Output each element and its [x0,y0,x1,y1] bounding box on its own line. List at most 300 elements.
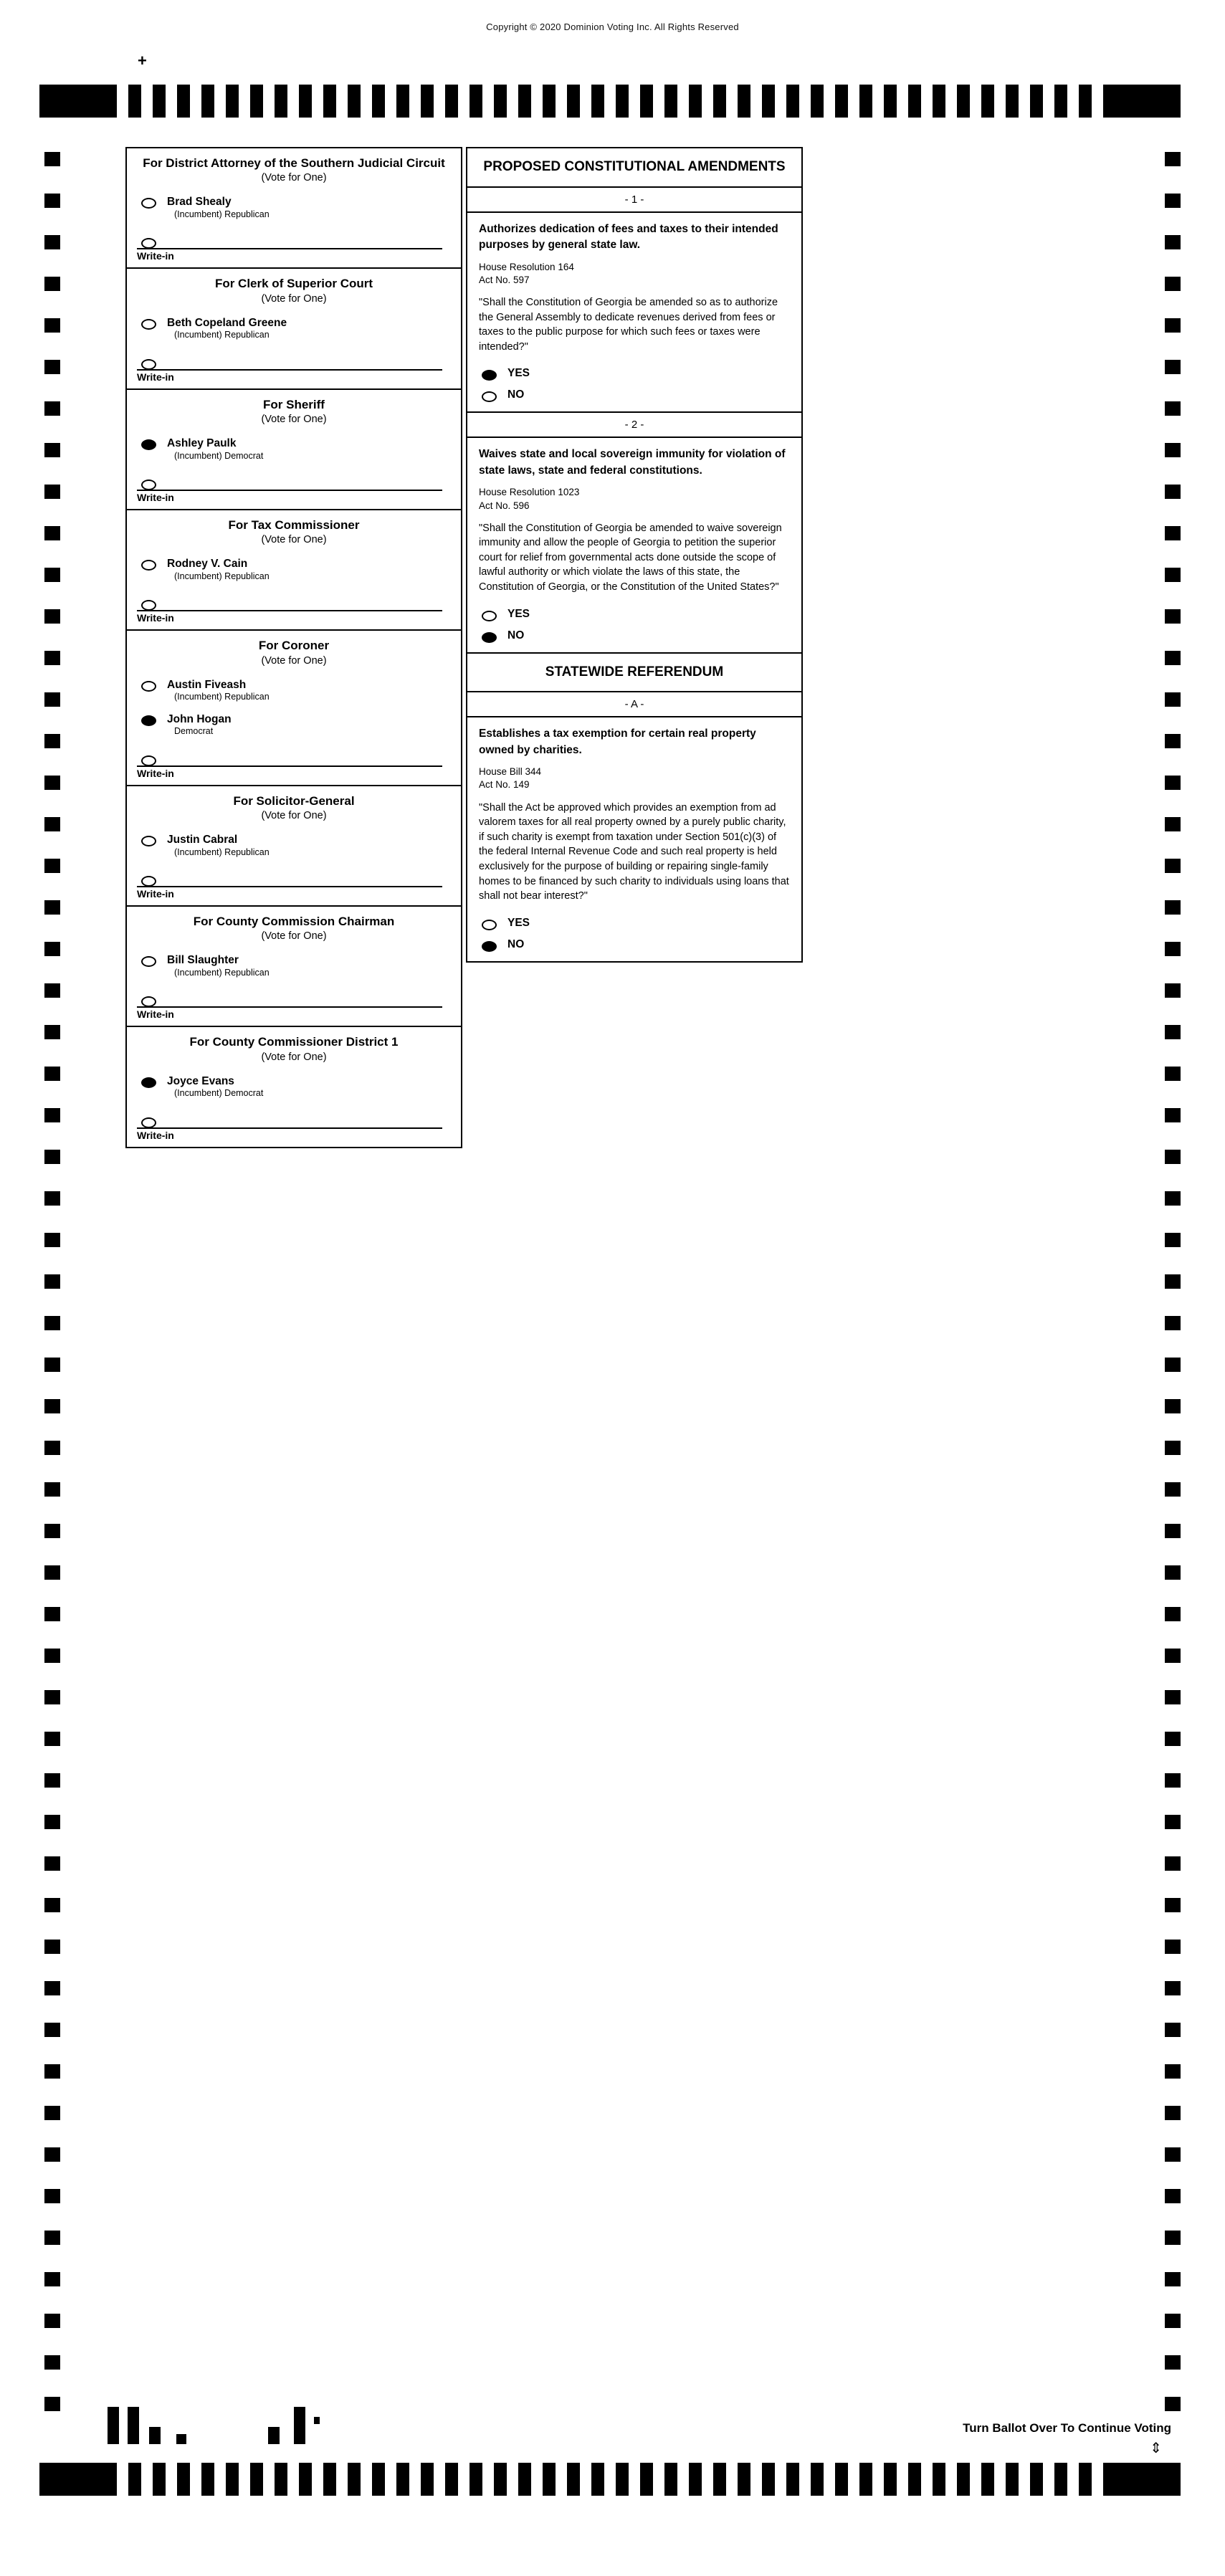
timing-mark [299,2463,312,2496]
timing-mark [1165,1150,1181,1164]
vote-oval[interactable] [141,600,156,611]
vote-oval[interactable] [141,1117,156,1128]
timing-mark-corner [1103,2463,1181,2496]
contest-county-commission-chairman [127,907,461,1027]
amendment-act: Act No. 596 [479,500,530,511]
timing-mark [44,2147,60,2162]
contest-title: For Coroner [258,639,330,653]
candidate-party: Democrat [174,726,214,737]
candidate-party: (Incumbent) Republican [174,968,270,978]
vote-for-instruction: (Vote for One) [261,534,327,546]
timing-mark [44,1815,60,1829]
referendum-a [467,692,801,960]
contest-title: For County Commission Chairman [193,914,395,928]
timing-mark [323,2463,336,2496]
amendment-1 [467,188,801,414]
timing-mark [1165,1191,1181,1206]
timing-mark [44,1108,60,1122]
timing-mark [44,485,60,499]
referendum-number: - A - [467,692,801,717]
timing-mark [1165,1067,1181,1081]
write-in-option[interactable] [127,587,461,629]
candidate-option[interactable] [127,674,461,708]
vote-for-instruction: (Vote for One) [261,413,327,425]
timing-mark [177,2463,190,2496]
timing-mark [44,1732,60,1746]
timing-mark [44,526,60,540]
referendum-summary: Establishes a tax exemption for certain real property owned by charities. [479,728,756,756]
vote-oval[interactable] [141,198,156,209]
timing-mark [1165,2355,1181,2370]
timing-marks-right [1165,152,1181,2438]
timing-mark [44,235,60,249]
timing-mark [44,1565,60,1580]
no-option[interactable] [467,934,801,955]
candidate-option[interactable] [127,432,461,467]
timing-mark [835,85,848,118]
timing-mark [445,2463,458,2496]
timing-mark-corner [1103,85,1181,118]
timing-mark [1165,609,1181,624]
candidate-option[interactable] [127,949,461,983]
candidate-option[interactable] [127,708,461,743]
timing-mark [786,85,799,118]
timing-mark [908,85,921,118]
write-in-label: Write-in [137,612,174,624]
timing-mark [1165,443,1181,457]
timing-mark [44,1316,60,1330]
amendment-2 [467,413,801,653]
timing-mark [567,2463,580,2496]
timing-mark [591,85,604,118]
timing-mark [44,2231,60,2245]
vote-oval[interactable] [141,681,156,692]
write-in-option[interactable] [127,863,461,905]
referendum-reference [467,765,801,800]
timing-mark [44,1150,60,1164]
contest-county-commissioner-district-1 [127,1027,461,1146]
timing-mark [1165,318,1181,333]
timing-mark [664,85,677,118]
timing-mark [44,651,60,665]
timing-mark [44,2314,60,2328]
timing-mark [396,85,409,118]
timing-mark [44,734,60,748]
timing-mark [348,2463,361,2496]
timing-mark [884,85,897,118]
timing-mark [469,2463,482,2496]
contest-clerk-superior-court [127,269,461,389]
timing-mark [713,85,726,118]
write-in-label: Write-in [137,1008,174,1021]
timing-mark [1165,401,1181,416]
timing-mark [1030,2463,1043,2496]
candidate-option[interactable] [127,1070,461,1105]
write-in-option[interactable] [127,225,461,267]
candidate-option[interactable] [127,553,461,587]
timing-mark [44,1856,60,1871]
timing-mark [44,1482,60,1497]
timing-mark [44,1524,60,1538]
timing-mark [1165,2272,1181,2286]
timing-mark [226,85,239,118]
timing-mark [591,2463,604,2496]
timing-mark [1165,2397,1181,2411]
ballot-column-right [466,147,803,963]
vote-oval[interactable] [482,611,497,621]
amendment-reference [467,261,801,295]
timing-mark [762,2463,775,2496]
timing-marks-bottom [39,2463,1186,2496]
vote-oval[interactable] [141,238,156,249]
timing-mark [348,85,361,118]
timing-mark [738,85,750,118]
vote-oval[interactable] [141,956,156,967]
timing-marks-left [44,152,60,2438]
timing-mark-corner [39,85,117,118]
vote-oval[interactable] [141,359,156,370]
timing-mark [689,2463,702,2496]
timing-mark [44,1399,60,1413]
timing-mark [201,85,214,118]
timing-mark [1165,1940,1181,1954]
candidate-party: (Incumbent) Democrat [174,450,264,461]
candidate-option[interactable] [127,191,461,225]
timing-mark [1165,2064,1181,2079]
candidate-name: Justin Cabral [167,833,238,846]
contest-title: For County Commissioner District 1 [189,1035,399,1049]
yes-label: YES [507,607,530,620]
timing-mark [1165,1358,1181,1372]
write-in-option[interactable] [127,983,461,1026]
timing-mark [1165,1233,1181,1247]
timing-mark [44,568,60,582]
write-in-label: Write-in [137,1129,174,1141]
candidate-name: Rodney V. Cain [167,558,248,571]
timing-mark [44,2355,60,2370]
timing-mark [44,1441,60,1455]
amendment-act: Act No. 597 [479,274,530,285]
contest-solicitor-general [127,786,461,907]
candidate-party: (Incumbent) Democrat [174,1088,264,1099]
no-label: NO [507,629,525,641]
timing-mark [494,85,507,118]
write-in-label: Write-in [137,767,174,779]
timing-mark [494,2463,507,2496]
candidate-name: Beth Copeland Greene [167,316,287,329]
candidate-name: Austin Fiveash [167,678,247,691]
timing-mark [44,360,60,374]
yes-option[interactable] [467,912,801,934]
no-option[interactable] [467,625,801,647]
timing-mark [1165,1025,1181,1039]
timing-mark [1165,692,1181,707]
write-in-option[interactable] [127,346,461,388]
vote-oval-filled[interactable] [482,941,497,952]
timing-mark [44,1773,60,1788]
yes-option[interactable] [467,604,801,625]
timing-mark [44,1358,60,1372]
write-in-option[interactable] [127,743,461,785]
timing-mark [1165,2023,1181,2037]
timing-mark [44,2397,60,2411]
timing-mark [44,1233,60,1247]
vote-oval[interactable] [141,560,156,571]
write-in-label: Write-in [137,371,174,383]
timing-mark [250,85,263,118]
timing-mark [44,2023,60,2037]
timing-mark [421,85,434,118]
vote-for-instruction: (Vote for One) [261,292,327,305]
timing-mark [1165,2147,1181,2162]
timing-mark [469,85,482,118]
timing-mark [44,1981,60,1995]
timing-mark [44,152,60,166]
timing-mark [762,85,775,118]
timing-mark [396,2463,409,2496]
write-in-label: Write-in [137,887,174,900]
timing-mark [1165,277,1181,291]
timing-mark [201,2463,214,2496]
timing-mark [933,85,945,118]
amendment-resolution: House Resolution 1023 [479,487,580,498]
candidate-name: John Hogan [167,712,232,725]
timing-mark [1165,152,1181,166]
timing-mark [44,2272,60,2286]
timing-mark [44,942,60,956]
vote-oval-filled[interactable] [482,370,497,381]
timing-mark [44,318,60,333]
timing-mark [372,85,385,118]
timing-mark [275,85,287,118]
timing-mark [908,2463,921,2496]
timing-mark [1165,942,1181,956]
contest-coroner [127,631,461,786]
timing-mark [664,2463,677,2496]
timing-mark [616,85,629,118]
contest-tax-commissioner [127,510,461,631]
timing-mark [811,85,824,118]
timing-mark [323,85,336,118]
vote-oval[interactable] [141,876,156,887]
amendment-1-choices [467,363,801,413]
amendment-2-choices [467,604,801,654]
timing-mark [44,1898,60,1912]
timing-mark [786,2463,799,2496]
vote-oval[interactable] [141,480,156,490]
timing-mark [1165,568,1181,582]
timing-mark [811,2463,824,2496]
candidate-party: (Incumbent) Republican [174,209,270,220]
timing-mark [1165,651,1181,665]
timing-mark [640,2463,653,2496]
timing-mark [177,85,190,118]
timing-mark [128,2463,141,2496]
candidate-party: (Incumbent) Republican [174,330,270,340]
timing-mark [1165,2189,1181,2203]
turn-ballot-notice: Turn Ballot Over To Continue Voting [963,2421,1171,2435]
timing-mark [44,1025,60,1039]
timing-mark [616,2463,629,2496]
timing-mark [372,2463,385,2496]
timing-mark [1165,859,1181,873]
timing-mark [1165,1981,1181,1995]
candidate-party: (Incumbent) Republican [174,692,270,702]
vote-for-instruction: (Vote for One) [261,809,327,821]
candidate-party: (Incumbent) Republican [174,846,270,857]
yes-label: YES [507,916,530,929]
timing-mark [1165,1399,1181,1413]
timing-mark [421,2463,434,2496]
timing-mark [44,277,60,291]
referendum-a-choices [467,912,801,961]
ballot-column-left [125,147,462,1148]
contest-title: For Solicitor-General [233,793,355,808]
timing-mark [44,2064,60,2079]
timing-mark [1165,1732,1181,1746]
timing-mark [835,2463,848,2496]
timing-mark [299,85,312,118]
amendment-summary: Waives state and local sovereign immunity for violation of state laws, state and federal constitutions. [479,448,786,477]
timing-mark [44,194,60,208]
amendment-number: - 1 - [467,188,801,213]
proposed-amendments-header: PROPOSED CONSTITUTIONAL AMENDMENTS [467,148,801,188]
no-label: NO [507,388,525,401]
timing-mark [44,609,60,624]
timing-mark [1030,85,1043,118]
candidate-name: Joyce Evans [167,1074,234,1087]
timing-mark [1054,2463,1067,2496]
timing-mark [518,2463,531,2496]
vote-oval[interactable] [141,755,156,766]
timing-mark [1165,526,1181,540]
timing-mark [44,401,60,416]
timing-mark [445,85,458,118]
contest-title: For Tax Commissioner [228,517,360,532]
contest-title: For Sheriff [263,397,325,411]
timing-marks-top [39,85,1186,118]
timing-mark [1165,1565,1181,1580]
timing-mark [640,85,653,118]
timing-mark [1079,2463,1092,2496]
vote-for-instruction: (Vote for One) [261,930,327,943]
timing-mark [44,1649,60,1663]
timing-mark [689,85,702,118]
timing-mark [1165,2106,1181,2120]
amendment-number: - 2 - [467,413,801,438]
timing-mark [1165,1690,1181,1704]
timing-mark [1165,900,1181,915]
vote-oval-filled[interactable] [141,1077,156,1088]
timing-mark [128,85,141,118]
timing-mark [44,692,60,707]
timing-mark [1165,360,1181,374]
timing-mark [44,443,60,457]
timing-mark [275,2463,287,2496]
yes-label: YES [507,367,530,380]
timing-mark [1165,235,1181,249]
timing-mark [44,2189,60,2203]
vote-oval[interactable] [482,391,497,402]
yes-option[interactable] [467,363,801,384]
no-option[interactable] [467,384,801,406]
timing-mark [1165,1441,1181,1455]
timing-mark [567,85,580,118]
timing-mark [1165,1898,1181,1912]
write-in-label: Write-in [137,250,174,262]
vote-for-instruction: (Vote for One) [261,654,327,667]
timing-mark [44,859,60,873]
timing-mark [44,1191,60,1206]
timing-mark [1165,734,1181,748]
timing-mark [884,2463,897,2496]
contest-district-attorney [127,148,461,269]
vote-for-instruction: (Vote for One) [261,1051,327,1063]
timing-mark [1165,776,1181,790]
timing-mark [44,900,60,915]
vote-oval[interactable] [482,920,497,930]
referendum-question: "Shall the Act be approved which provides an exemption from ad valorem taxes for all real property owned by a purely public charity, if such charity is exempt from taxation under Section 501(c)(3) of the federal Internal Revenue Code and such real property is held exclusively for the purpose of building or repairing single-family homes to be financed by such charity to individuals using loans that shall not bear interest?" [479,801,789,902]
registration-mark-icon: + [138,52,147,70]
contest-title: For Clerk of Superior Court [214,277,373,291]
timing-mark [543,2463,556,2496]
candidate-option[interactable] [127,312,461,346]
timing-mark-corner [39,2463,117,2496]
vote-oval[interactable] [141,319,156,330]
vote-oval-filled[interactable] [141,715,156,726]
amendment-question: "Shall the Constitution of Georgia be amended to waive sovereign immunity and allow the people of Georgia to petition the superior court for relief from governmental acts done outside the scope of lawful authority or which violate the laws of this state, the Constitution of Georgia, or the Constitution of the United States?" [479,522,782,593]
write-in-option[interactable] [127,1105,461,1147]
vote-oval[interactable] [141,996,156,1007]
timing-mark [957,2463,970,2496]
timing-mark [44,1690,60,1704]
timing-mark [713,2463,726,2496]
amendment-reference [467,486,801,520]
timing-mark [1165,1607,1181,1621]
timing-mark [44,2106,60,2120]
contest-sheriff [127,390,461,510]
timing-mark [44,817,60,831]
timing-mark [250,2463,263,2496]
write-in-option[interactable] [127,467,461,509]
timing-mark [44,1067,60,1081]
timing-mark [1165,2231,1181,2245]
vote-oval-filled[interactable] [141,439,156,450]
no-label: NO [507,938,525,950]
write-in-label: Write-in [137,491,174,503]
candidate-name: Bill Slaughter [167,954,239,967]
timing-mark [738,2463,750,2496]
timing-mark [44,1274,60,1289]
copyright-notice: Copyright © 2020 Dominion Voting Inc. All Rights Reserved [486,22,739,32]
timing-mark [1165,485,1181,499]
timing-mark [1165,1856,1181,1871]
timing-mark [1079,85,1092,118]
timing-mark [1165,1274,1181,1289]
timing-mark [44,1940,60,1954]
vote-oval[interactable] [141,836,156,846]
timing-mark [1165,1773,1181,1788]
timing-mark [1006,85,1019,118]
timing-mark [1165,2314,1181,2328]
timing-mark [1165,1649,1181,1663]
timing-mark [44,983,60,998]
vote-oval-filled[interactable] [482,632,497,643]
candidate-option[interactable] [127,829,461,863]
candidate-name: Ashley Paulk [167,437,237,449]
candidate-party: (Incumbent) Republican [174,571,270,581]
turn-arrow-icon: ⇕ [1150,2441,1162,2456]
